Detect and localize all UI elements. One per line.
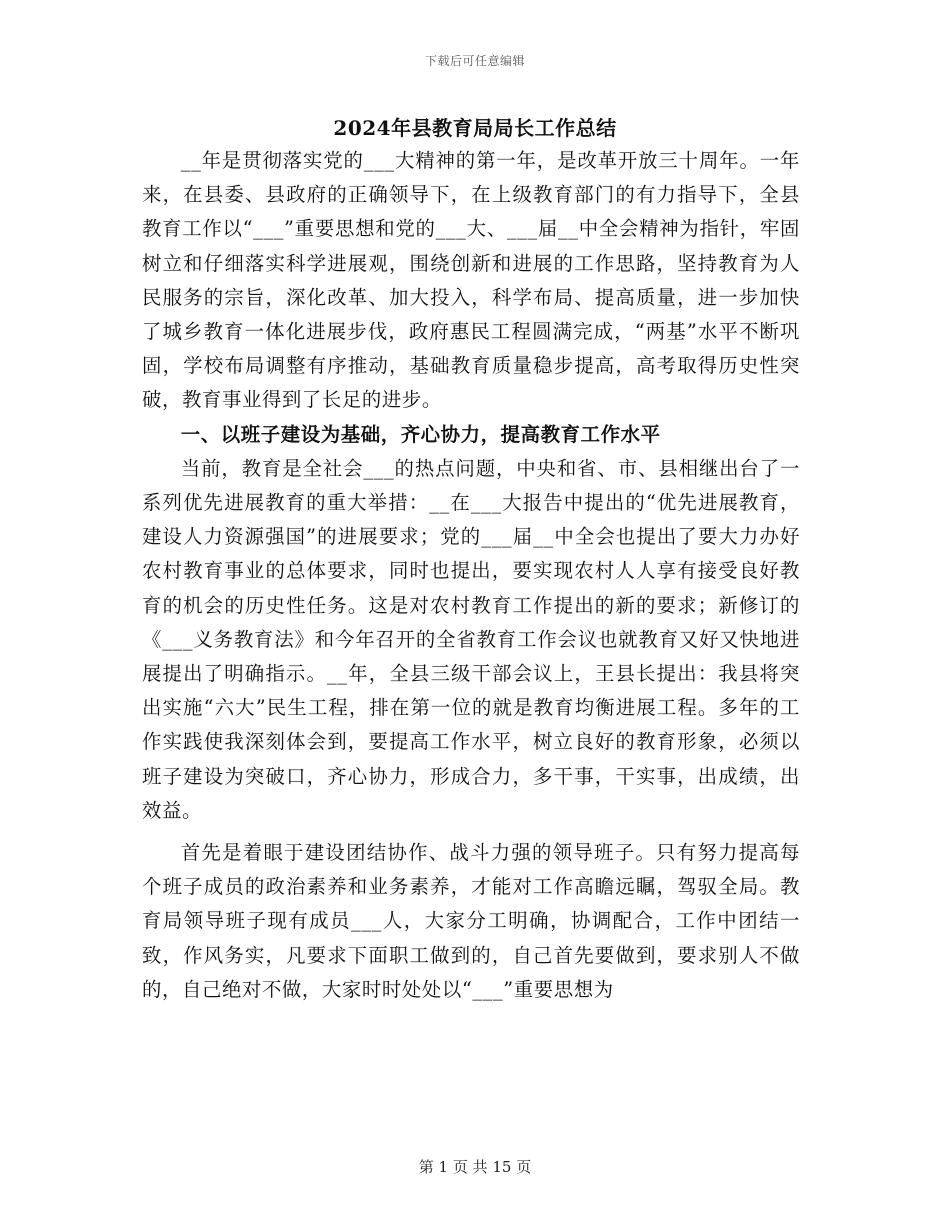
download-note: 下载后可任意编辑 (424, 54, 525, 68)
page-number: 第 1 页 共 15 页 (418, 1158, 532, 1176)
section-heading-1: 一、以班子建设为基础，齐心协力，提高教育工作水平 (180, 422, 661, 446)
paragraph-section-1: 当前，教育是全社会___的热点问题，中央和省、市、县相继出台了一系列优先进展教育的重大举措：__在___大报告中提出的“优先进展教育，建设人力资源强国”的进展要求；党的___届__中全会也提出了要大力办好农村教育事业的总体要求，同时也提出，要实现农村人人享有接受良好教育的机会的历史性任务。这是对农村教育工作提出的新的要求；新修订的《___义务教育法》和今年召开的全省教育工作会议也就教育又好又快地进展提出了明确指示。__年，全县三级干部会议上，王县长提出：我县将突出实施“六大”民生工程，排在第一位的就是教育均衡进展工程。多年的工作实践使我深刻体会到，要提高工作水平，树立良好的教育形象，必须以班子建设为突破口，齐心协力，形成合力，多干事，干实事，出成绩，出效益。 (142, 456, 800, 822)
paragraph-leadership: 首先是着眼于建设团结协作、战斗力强的领导班子。只有努力提高每个班子成员的政治素养和业务素养，才能对工作高瞻远瞩，驾驭全局。教育局领导班子现有成员___人，大家分工明确，协调配合，工作中团结一致，作风务实，凡要求下面职工做到的，自己首先要做到，要求别人不做的，自己绝对不做，大家时时处处以“___”重要思想为 (142, 841, 800, 1001)
paragraph-intro: __年是贯彻落实党的___大精神的第一年，是改革开放三十周年。一年来，在县委、县政府的正确领导下，在上级教育部门的有力指导下，全县教育工作以“___”重要思想和党的___大、___届__中全会精神为指针，牢固树立和仔细落实科学进展观，围绕创新和进展的工作思路，坚持教育为人民服务的宗旨，深化改革、加大投入，科学布局、提高质量，进一步加快了城乡教育一体化进展步伐，政府惠民工程圆满完成，“两基”水平不断巩固，学校布局调整有序推动，基础教育质量稳步提高，高考取得历史性突破，教育事业得到了长足的进步。 (142, 149, 800, 412)
document-title: 2024年县教育局局长工作总结 (333, 116, 617, 140)
document-body (142, 144, 800, 1007)
